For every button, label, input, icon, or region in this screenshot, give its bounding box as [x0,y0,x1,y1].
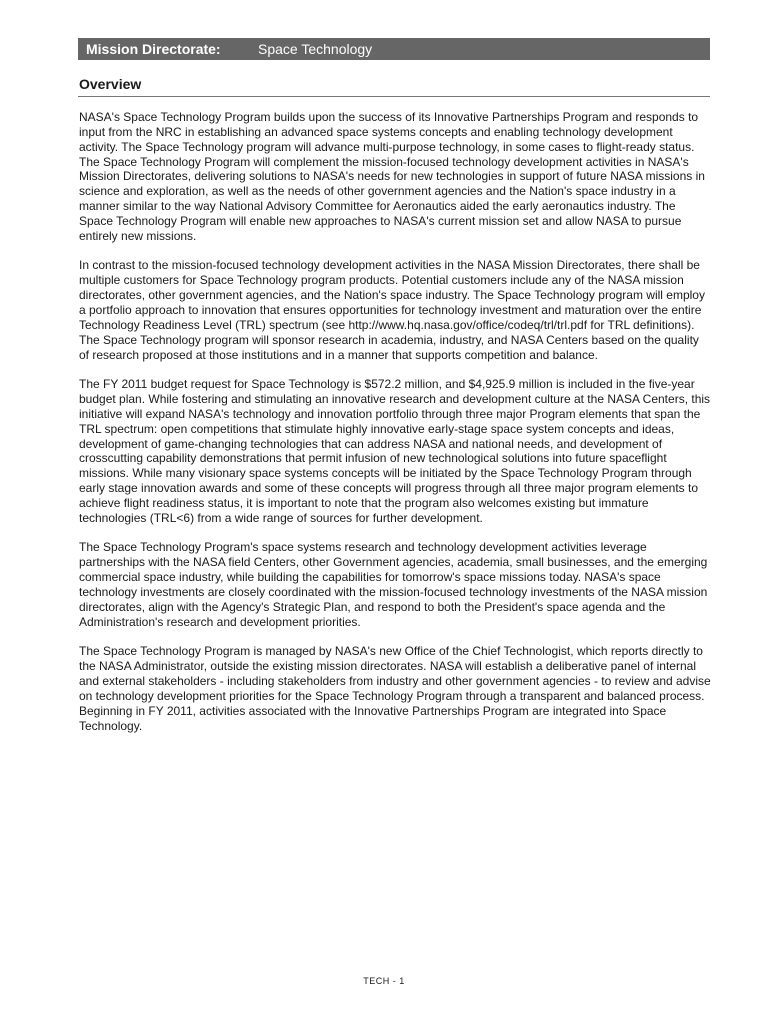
paragraph: The FY 2011 budget request for Space Technology is $572.2 million, and $4,925.9 million is included in the five-year budget plan. While fostering and stimulating an innovative research and development culture at the NASA Centers, this initiative will expand NASA's technology and innovation portfolio through three major Program elements that span the TRL spectrum: open competitions that stimulate highly innovative early-stage space system concepts and ideas, development of game-changing technologies that can address NASA and national needs, and development of crosscutting capability demonstrations that permit infusion of new technological solutions into future spaceflight missions. While many visionary space systems concepts will be initiated by the Space Technology Program through early stage innovation awards and some of these concepts will progress through all three major program elements to achieve flight readiness status, it is important to note that the program also welcomes existing but immature technologies (TRL<6) from a wide range of sources for further development. [79,377,711,525]
header-value: Space Technology [258,41,373,57]
paragraph: In contrast to the mission-focused technology development activities in the NASA Mission Directorates, there shall be multiple customers for Space Technology program products. Potential customers include any of the NASA mission directorates, other government agencies, and the Nation's space industry. The Space Technology program will employ a portfolio approach to innovation that ensures opportunities for technology investment and maturation over the entire Technology Readiness Level (TRL) spectrum (see http://www.hq.nasa.gov/office/codeq/trl/trl.pdf for TRL definitions). The Space Technology program will sponsor research in academia, industry, and NASA Centers based on the quality of research proposed at those institutions and in a manner that supports competition and balance. [79,258,705,362]
paragraph: The Space Technology Program is managed by NASA's new Office of the Chief Technologist, which reports directly to the NASA Administrator, outside the existing mission directorates. NASA will establish a deliberative panel of internal and external stakeholders - including stakeholders from industry and other government agencies - to review and advise on technology development priorities for the Space Technology Program through a transparent and balanced process. Beginning in FY 2011, activities associated with the Innovative Partnerships Program are integrated into Space Technology. [79,644,711,733]
page-number: TECH - 1 [363,976,405,986]
section-title: Overview [79,76,142,92]
paragraph: NASA's Space Technology Program builds upon the success of its Innovative Partnerships Program and responds to input from the NRC in establishing an advanced space systems concepts and enabling technology development activity. The Space Technology program will advance multi-purpose technology, in some cases to flight-ready status. The Space Technology Program will complement the mission-focused technology development activities in NASA's Mission Directorates, delivering solutions to NASA's needs for new technologies in support of future NASA missions in science and exploration, as well as the needs of other government agencies and the Nation's space industry in a manner similar to the way National Advisory Committee for Aeronautics aided the early aeronautics industry. The Space Technology Program will enable new approaches to NASA's current mission set and allow NASA to pursue entirely new missions. [79,110,705,243]
mission-directorate-header [78,38,710,60]
header-label: Mission Directorate: [86,41,221,57]
paragraph: The Space Technology Program's space systems research and technology development activities leverage partnerships with the NASA field Centers, other Government agencies, academia, small businesses, and the emerging commercial space industry, while building the capabilities for tomorrow's space missions today. NASA's space technology investments are closely coordinated with the mission-focused technology investments of the NASA mission directorates, align with the Agency's Strategic Plan, and respond to both the President's space agenda and the Administration's research and development priorities. [79,540,708,629]
section-divider [78,96,710,97]
overview-body [79,110,711,748]
